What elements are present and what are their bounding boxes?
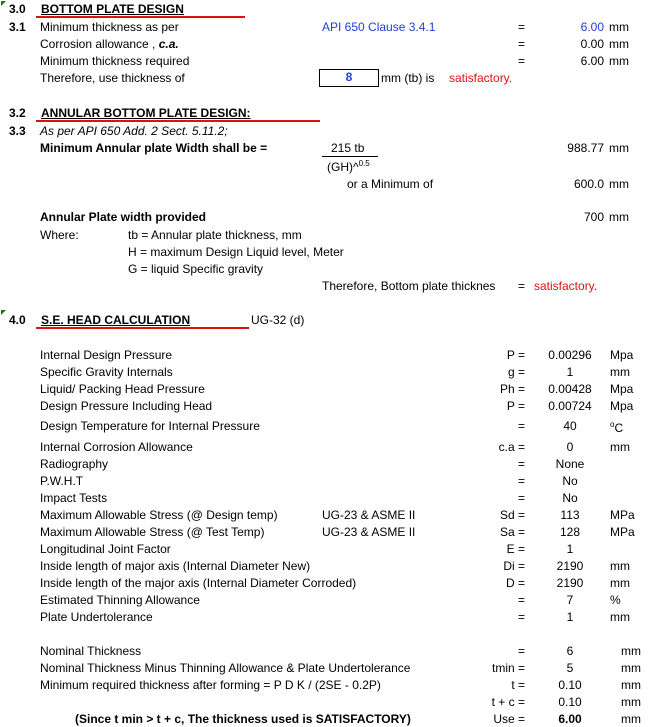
symbol-equals: = bbox=[517, 474, 525, 488]
reference-text: API 650 Clause 3.4.1 bbox=[322, 20, 436, 34]
row-value: 0.00296 bbox=[548, 348, 592, 362]
row-label: Design Pressure Including Head bbox=[40, 399, 213, 413]
row-value: 7 bbox=[566, 593, 574, 607]
symbol-equals: Sd = bbox=[499, 508, 525, 522]
section-number: 4.0 bbox=[9, 313, 26, 327]
row-value: 2190 bbox=[556, 576, 584, 590]
symbol-equals: D = bbox=[505, 576, 525, 590]
reference-text: As per API 650 Add. 2 Sect. 5.11.2; bbox=[40, 124, 228, 138]
symbol-equals: Sa = bbox=[499, 525, 525, 539]
row-label: Internal Design Pressure bbox=[40, 348, 173, 362]
fraction-bar bbox=[322, 156, 378, 157]
equals-sign: = bbox=[518, 54, 526, 68]
symbol-equals: = bbox=[517, 610, 525, 624]
min-width-value: 988.77 bbox=[567, 141, 604, 155]
conclusion-label: Therefore, Bottom plate thicknes bbox=[322, 279, 496, 293]
unit: mm bbox=[610, 440, 630, 454]
cell-comment-marker bbox=[1, 1, 6, 6]
equals-sign: = bbox=[518, 20, 526, 34]
code-reference: UG-23 & ASME II bbox=[322, 508, 416, 522]
symbol-equals: E = bbox=[506, 542, 525, 556]
required-thickness-value: 6.00 bbox=[580, 54, 604, 68]
equals-sign: = bbox=[518, 279, 526, 293]
symbol-equals: = bbox=[517, 593, 525, 607]
section-title: BOTTOM PLATE DESIGN bbox=[41, 2, 184, 16]
final-thickness-value: 6.00 bbox=[558, 712, 582, 726]
or-min-value: 600.0 bbox=[573, 177, 604, 191]
row-label: Annular Plate width provided bbox=[40, 210, 207, 224]
symbol-equals: t + c = bbox=[491, 695, 525, 709]
row-label: Nominal Thickness Minus Thinning Allowance & Plate Undertolerance bbox=[40, 661, 411, 675]
unit: mm bbox=[621, 661, 641, 675]
code-reference: UG-23 & ASME II bbox=[322, 525, 416, 539]
row-value: 0 bbox=[566, 440, 574, 454]
cell-comment-marker bbox=[1, 310, 6, 315]
unit: mm bbox=[610, 610, 630, 624]
unit: MPa bbox=[610, 525, 635, 539]
symbol-equals: Ph = bbox=[499, 382, 525, 396]
fraction-denominator: (GH)^$^{0.5}$ bbox=[327, 159, 370, 174]
unit: mm bbox=[610, 576, 630, 590]
row-label: Maximum Allowable Stress (@ Design temp) bbox=[40, 508, 278, 522]
symbol-equals: t = bbox=[511, 678, 525, 692]
unit: mm bbox=[609, 210, 629, 224]
row-label: Impact Tests bbox=[40, 491, 108, 505]
status-text: satisfactory. bbox=[449, 71, 513, 85]
code-reference: UG-32 (d) bbox=[251, 313, 305, 327]
min-thickness-value: 6.00 bbox=[580, 20, 604, 34]
title-underline bbox=[36, 327, 249, 329]
row-value: No bbox=[562, 491, 578, 505]
symbol-equals: Use = bbox=[493, 712, 525, 726]
unit: mm bbox=[621, 678, 641, 692]
row-value: 1 bbox=[566, 610, 574, 624]
symbol-equals: P = bbox=[506, 348, 525, 362]
unit: MPa bbox=[610, 508, 635, 522]
unit: mm bbox=[610, 365, 630, 379]
unit: $^o$C bbox=[610, 420, 624, 435]
row-label: P.W.H.T bbox=[40, 474, 84, 488]
unit: mm (tb) is bbox=[381, 71, 435, 85]
section-number: 3.0 bbox=[9, 2, 26, 16]
subsection-number: 3.1 bbox=[9, 20, 26, 34]
row-value: 113 bbox=[560, 508, 580, 522]
equals-sign: = bbox=[518, 37, 526, 51]
row-value: 40 bbox=[563, 419, 577, 433]
row-value: 1 bbox=[566, 365, 574, 379]
symbol-equals: g = bbox=[507, 365, 525, 379]
unit: mm bbox=[609, 20, 629, 34]
corrosion-value: 0.00 bbox=[580, 37, 604, 51]
symbol-equals: P = bbox=[506, 399, 525, 413]
section-title: S.E. HEAD CALCULATION bbox=[41, 313, 191, 327]
row-label: Inside length of major axis (Internal Diameter New) bbox=[40, 559, 311, 573]
row-label: Minimum thickness as per bbox=[40, 20, 179, 34]
unit: mm bbox=[609, 177, 629, 191]
unit: mm bbox=[609, 37, 629, 51]
unit: mm bbox=[621, 695, 641, 709]
symbol-equals: c.a = bbox=[498, 440, 525, 454]
thickness-input-cell[interactable]: 8 bbox=[319, 69, 379, 87]
row-label: Plate Undertolerance bbox=[40, 610, 153, 624]
unit: Mpa bbox=[610, 382, 634, 396]
where-item: G = liquid Specific gravity bbox=[128, 262, 264, 276]
fraction-numerator: 215 tb bbox=[331, 141, 365, 155]
row-value: 1 bbox=[566, 542, 574, 556]
unit: mm bbox=[621, 644, 641, 658]
row-label: Design Temperature for Internal Pressure bbox=[40, 419, 260, 433]
row-label: Liquid/ Packing Head Pressure bbox=[40, 382, 205, 396]
row-label: Longitudinal Joint Factor bbox=[40, 542, 171, 556]
unit: mm bbox=[610, 559, 630, 573]
symbol-equals: = bbox=[517, 644, 525, 658]
row-label: Estimated Thinning Allowance bbox=[40, 593, 200, 607]
row-label: Minimum required thickness after forming = P D K / (2SE - 0.2P) bbox=[40, 678, 381, 692]
row-label: Internal Corrosion Allowance bbox=[40, 440, 193, 454]
status-text: satisfactory. bbox=[534, 279, 598, 293]
unit: mm bbox=[609, 54, 629, 68]
row-label: Corrosion allowance , c.a. bbox=[40, 37, 179, 51]
title-underline bbox=[36, 16, 245, 18]
row-value: 0.00428 bbox=[548, 382, 592, 396]
row-value: No bbox=[562, 474, 578, 488]
symbol-equals: = bbox=[517, 419, 525, 433]
where-item: tb = Annular plate thickness, mm bbox=[128, 228, 302, 242]
row-label: Nominal Thickness bbox=[40, 644, 142, 658]
row-label: Specific Gravity Internals bbox=[40, 365, 173, 379]
row-label: or a Minimum of bbox=[347, 177, 434, 191]
row-label: Minimum Annular plate Width shall be = bbox=[40, 141, 268, 155]
final-conclusion: (Since t min > t + c, The thickness used is SATISFACTORY) bbox=[75, 712, 411, 726]
unit: mm bbox=[609, 141, 629, 155]
unit: Mpa bbox=[610, 348, 634, 362]
symbol-equals: Di = bbox=[503, 559, 525, 573]
row-value: None bbox=[555, 457, 585, 471]
where-label: Where: bbox=[40, 228, 79, 242]
row-label: Inside length of the major axis (Internal Diameter Corroded) bbox=[40, 576, 357, 590]
provided-width-value: 700 bbox=[583, 210, 604, 224]
symbol-equals: = bbox=[517, 457, 525, 471]
symbol-equals: = bbox=[517, 491, 525, 505]
unit: Mpa bbox=[610, 399, 634, 413]
row-label: Radiography bbox=[40, 457, 109, 471]
row-label: Maximum Allowable Stress (@ Test Temp) bbox=[40, 525, 265, 539]
row-value: 0.10 bbox=[558, 678, 582, 692]
row-value: 5 bbox=[566, 661, 574, 675]
title-underline bbox=[36, 120, 320, 122]
unit: % bbox=[610, 593, 621, 607]
row-label: Therefore, use thickness of bbox=[40, 71, 185, 85]
row-value: 0.10 bbox=[558, 695, 582, 709]
symbol-equals: tmin = bbox=[491, 661, 525, 675]
row-value: 0.00724 bbox=[548, 399, 592, 413]
section-number: 3.2 bbox=[9, 106, 26, 120]
section-title: ANNULAR BOTTOM PLATE DESIGN: bbox=[41, 106, 251, 120]
unit: mm bbox=[621, 712, 641, 726]
subsection-number: 3.3 bbox=[9, 124, 26, 138]
row-label: Minimum thickness required bbox=[40, 54, 190, 68]
where-item: H = maximum Design Liquid level, Meter bbox=[128, 245, 344, 259]
row-value: 2190 bbox=[556, 559, 584, 573]
row-value: 128 bbox=[559, 525, 581, 539]
row-value: 6 bbox=[566, 644, 574, 658]
